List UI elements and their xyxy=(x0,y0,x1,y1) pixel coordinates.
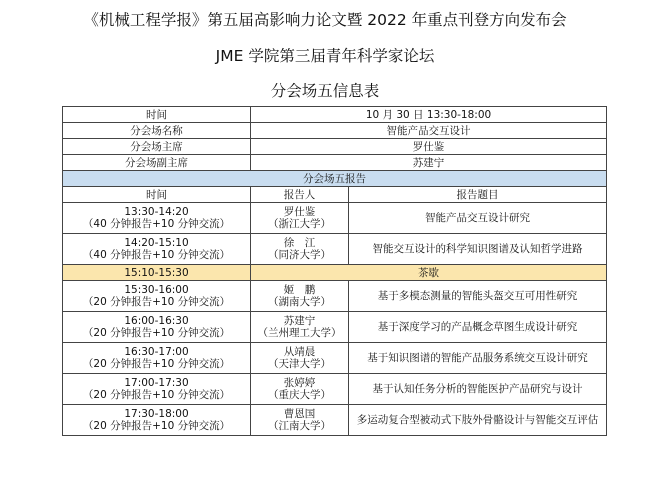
speaker-name: 从靖晨 xyxy=(283,346,316,358)
talk-speaker-cell xyxy=(251,234,349,265)
info-value: 10 月 30 日 13:30-18:00 xyxy=(251,107,607,123)
speaker-affiliation: （兰州理工大学） xyxy=(257,327,342,339)
talk-topic: 基于多模态测量的智能头盔交互可用性研究 xyxy=(349,281,607,312)
talk-speaker-cell xyxy=(251,405,349,436)
talk-row xyxy=(63,281,607,312)
talk-time: 13:30-14:20 xyxy=(124,206,189,218)
info-row-chair xyxy=(63,139,607,155)
speaker-affiliation: （江南大学） xyxy=(268,420,331,432)
talk-format: （20 分钟报告+10 分钟交流） xyxy=(82,358,231,370)
column-header-speaker: 报告人 xyxy=(251,187,349,203)
talk-topic: 基于认知任务分析的智能医护产品研究与设计 xyxy=(349,374,607,405)
speaker-affiliation: （天津大学） xyxy=(268,358,331,370)
talk-time-cell xyxy=(63,234,251,265)
talk-speaker-cell xyxy=(251,343,349,374)
talk-time: 16:30-17:00 xyxy=(124,346,189,358)
talk-speaker-cell xyxy=(251,312,349,343)
break-time: 15:10-15:30 xyxy=(63,265,251,281)
forum-title: JME 学院第三届青年科学家论坛 xyxy=(215,47,435,65)
talk-row xyxy=(63,405,607,436)
talk-row xyxy=(63,374,607,405)
talk-time: 17:30-18:00 xyxy=(124,408,189,420)
speaker-affiliation: （同济大学） xyxy=(268,249,331,261)
info-value: 智能产品交互设计 xyxy=(251,123,607,139)
talk-speaker-cell xyxy=(251,203,349,234)
talk-time-cell xyxy=(63,405,251,436)
column-header-topic: 报告题目 xyxy=(349,187,607,203)
talk-time-cell xyxy=(63,374,251,405)
speaker-name: 苏建宁 xyxy=(283,315,316,327)
section-band xyxy=(63,171,607,187)
info-row-time xyxy=(63,107,607,123)
speaker-affiliation: （重庆大学） xyxy=(268,389,331,401)
info-row-vice-chair xyxy=(63,155,607,171)
info-label: 分会场主席 xyxy=(63,139,251,155)
talk-time: 16:00-16:30 xyxy=(124,315,189,327)
info-value: 罗仕鉴 xyxy=(251,139,607,155)
conference-title: 《机械工程学报》第五届高影响力论文暨 2022 年重点刊登方向发布会 xyxy=(83,11,567,29)
talk-speaker-cell xyxy=(251,374,349,405)
talk-time: 17:00-17:30 xyxy=(124,377,189,389)
column-header-row xyxy=(63,187,607,203)
section-title: 分会场五报告 xyxy=(63,171,607,187)
speaker-name: 曹恩国 xyxy=(283,408,316,420)
talk-time-cell xyxy=(63,343,251,374)
talk-time: 14:20-15:10 xyxy=(124,237,189,249)
info-label: 时间 xyxy=(63,107,251,123)
talk-topic: 基于深度学习的产品概念草图生成设计研究 xyxy=(349,312,607,343)
talk-format: （40 分钟报告+10 分钟交流） xyxy=(82,249,231,261)
talk-speaker-cell xyxy=(251,281,349,312)
talk-row xyxy=(63,343,607,374)
break-label: 茶歇 xyxy=(251,265,607,281)
info-row-name xyxy=(63,123,607,139)
talk-row xyxy=(63,234,607,265)
talk-format: （20 分钟报告+10 分钟交流） xyxy=(82,389,231,401)
table-title: 分会场五信息表 xyxy=(270,82,380,100)
talk-time-cell xyxy=(63,203,251,234)
talk-format: （20 分钟报告+10 分钟交流） xyxy=(82,420,231,432)
talk-topic: 智能产品交互设计研究 xyxy=(349,203,607,234)
break-row xyxy=(63,265,607,281)
speaker-affiliation: （浙江大学） xyxy=(268,218,331,230)
speaker-name: 徐 江 xyxy=(283,237,316,249)
talk-row xyxy=(63,203,607,234)
speaker-name: 姬 鹏 xyxy=(283,284,316,296)
talk-format: （40 分钟报告+10 分钟交流） xyxy=(82,218,231,230)
talk-row xyxy=(63,312,607,343)
column-header-time: 时间 xyxy=(63,187,251,203)
talk-time: 15:30-16:00 xyxy=(124,284,189,296)
speaker-affiliation: （湖南大学） xyxy=(268,296,331,308)
talk-format: （20 分钟报告+10 分钟交流） xyxy=(82,327,231,339)
talk-topic: 基于知识图谱的智能产品服务系统交互设计研究 xyxy=(349,343,607,374)
talk-topic: 智能交互设计的科学知识图谱及认知哲学进路 xyxy=(349,234,607,265)
info-value: 苏建宁 xyxy=(251,155,607,171)
talk-topic: 多运动复合型被动式下肢外骨骼设计与智能交互评估 xyxy=(349,405,607,436)
talk-time-cell xyxy=(63,281,251,312)
info-label: 分会场副主席 xyxy=(63,155,251,171)
talk-time-cell xyxy=(63,312,251,343)
talk-format: （20 分钟报告+10 分钟交流） xyxy=(82,296,231,308)
speaker-name: 罗仕鉴 xyxy=(283,206,316,218)
speaker-name: 张婷婷 xyxy=(283,377,316,389)
session-info-table xyxy=(62,106,607,436)
info-label: 分会场名称 xyxy=(63,123,251,139)
